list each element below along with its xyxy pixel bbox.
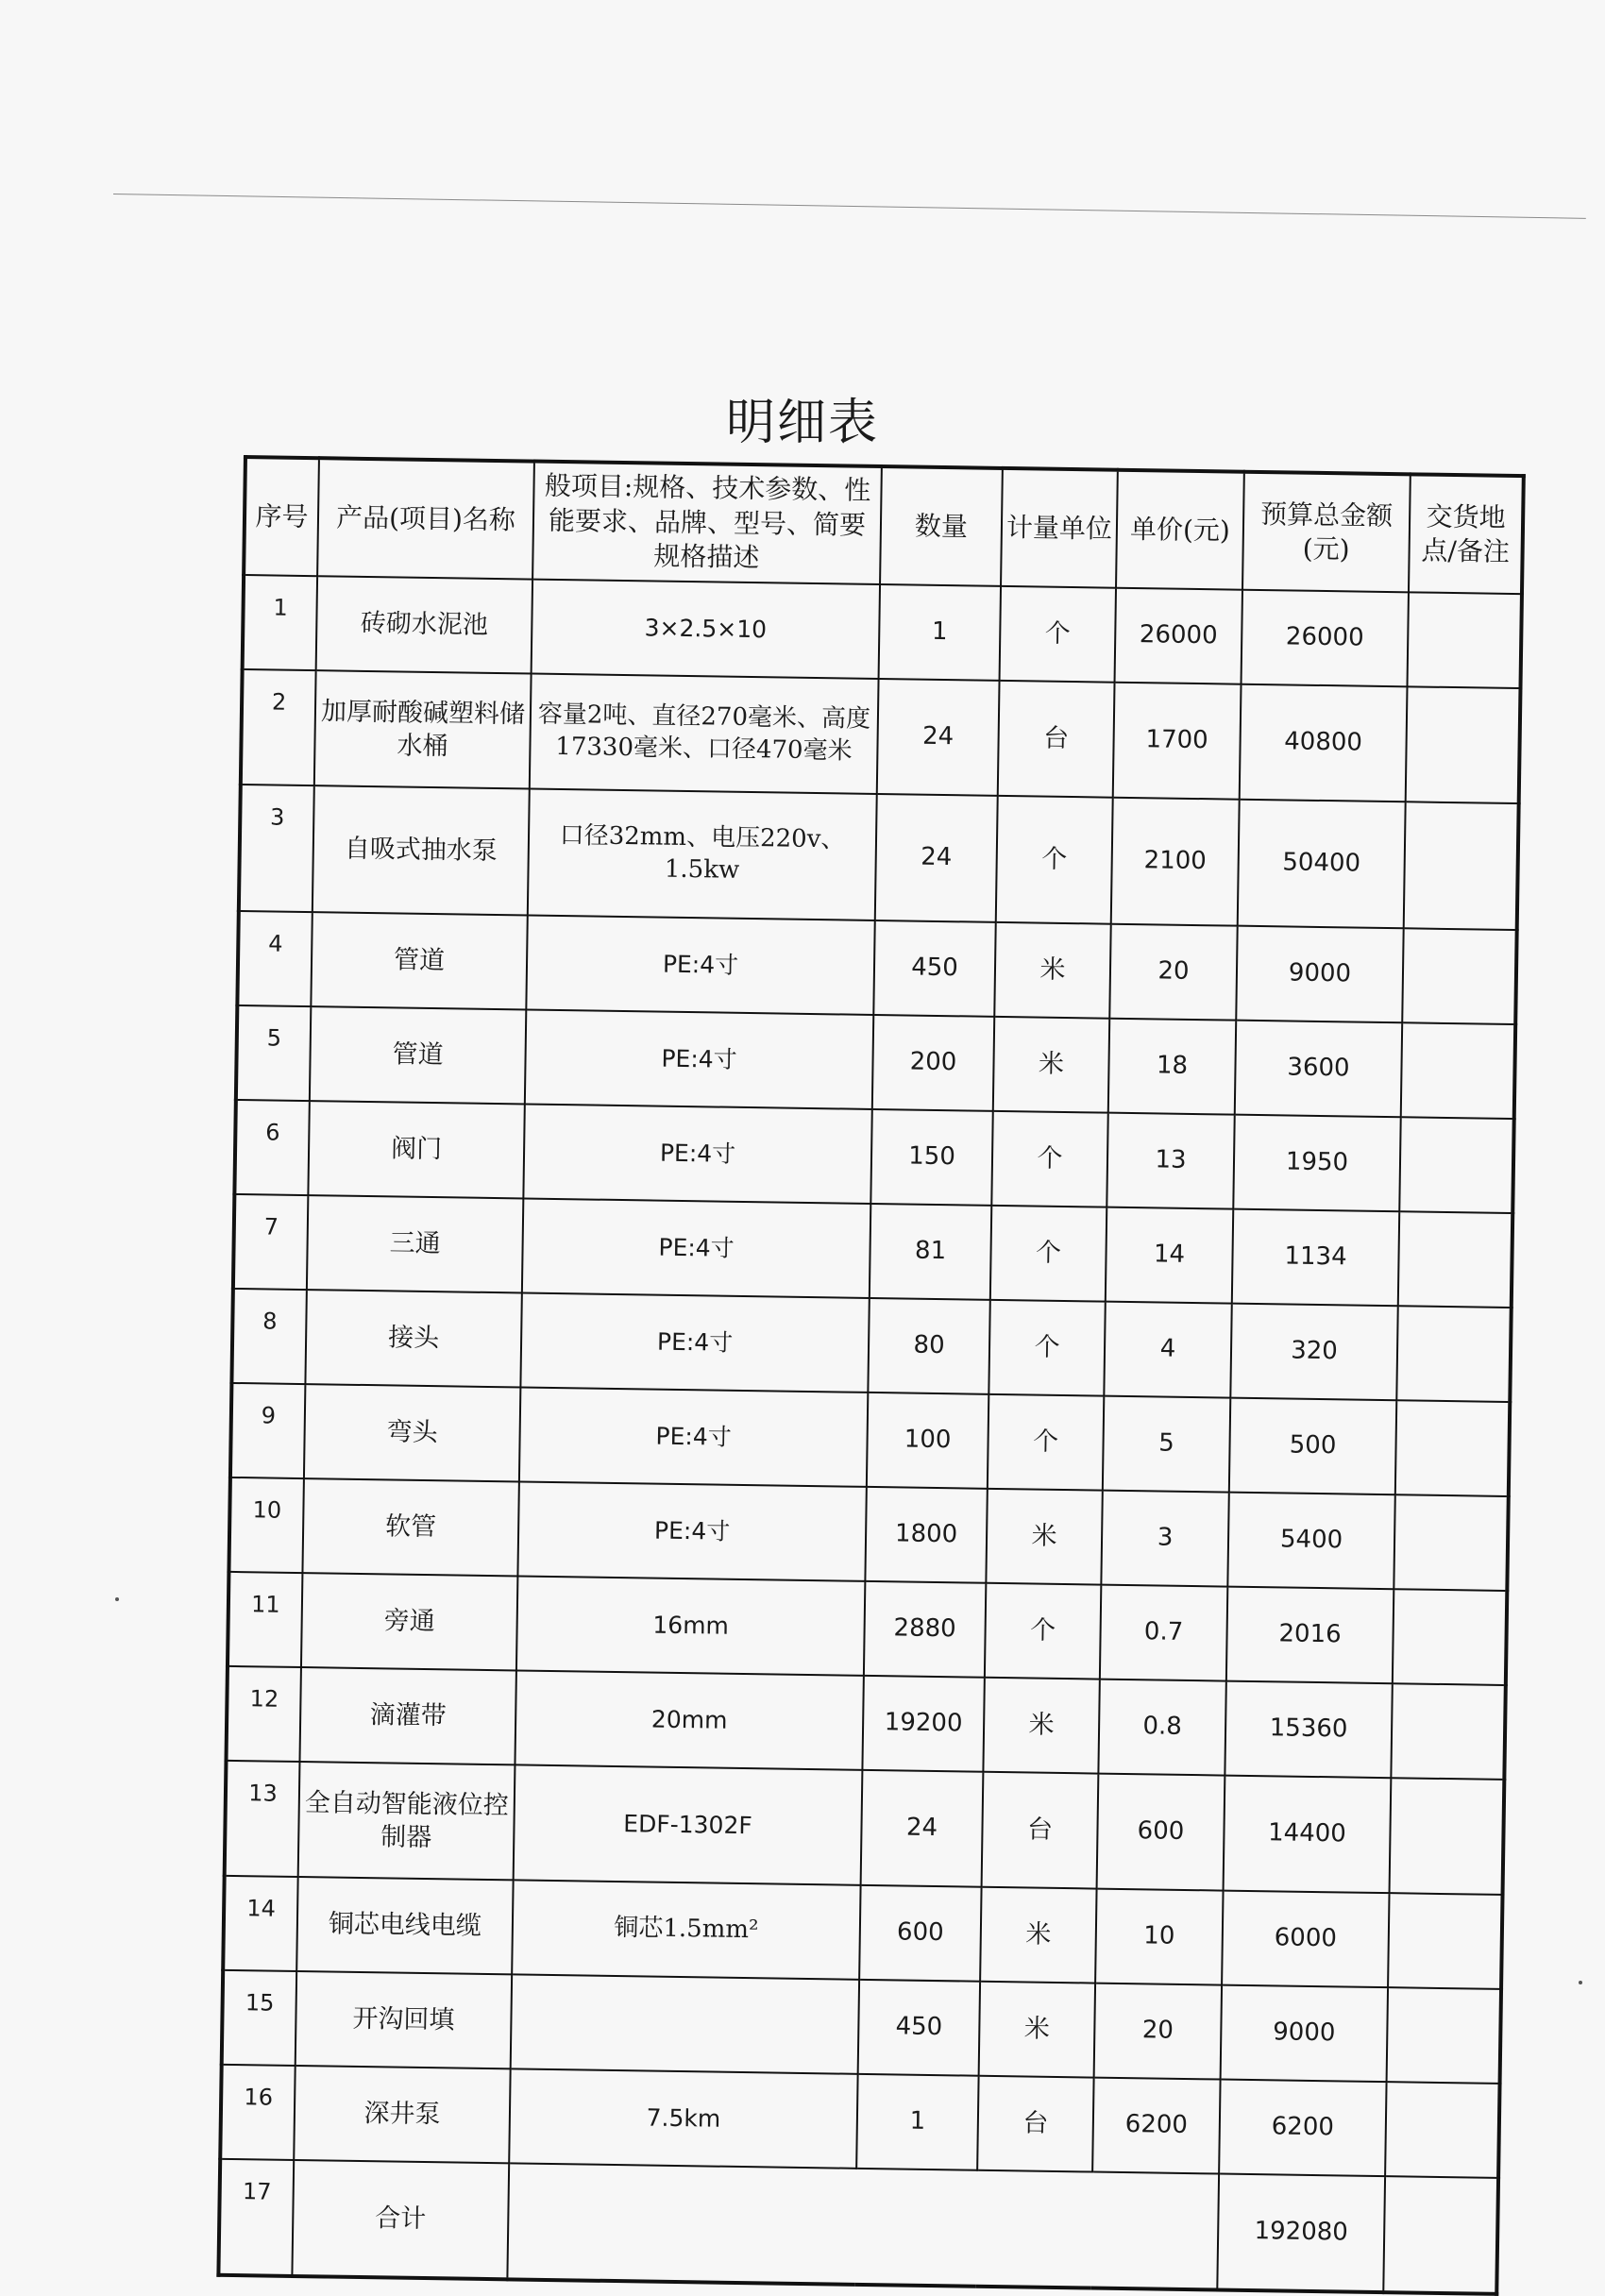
cell-seq: 5 — [236, 1005, 311, 1101]
cell-total: 2016 — [1226, 1587, 1394, 1684]
cell-price: 2100 — [1111, 798, 1240, 926]
cell-seq: 13 — [225, 1761, 300, 1877]
cell-spec: 20mm — [515, 1670, 863, 1769]
header-spec: 般项目:规格、技术参数、性能要求、品牌、型号、简要规格描述 — [532, 462, 882, 584]
cell-name: 接头 — [305, 1290, 521, 1387]
header-note: 交货地点/备注 — [1409, 474, 1524, 594]
cell-note — [1402, 928, 1516, 1024]
cell-qty: 600 — [859, 1885, 981, 1982]
cell-price: 3 — [1101, 1491, 1228, 1587]
cell-qty: 1 — [879, 584, 1001, 681]
cell-name: 阀门 — [308, 1101, 524, 1198]
cell-note — [1394, 1494, 1508, 1591]
cell-price: 1700 — [1113, 683, 1242, 800]
cell-qty: 100 — [867, 1393, 988, 1489]
cell-total: 1134 — [1232, 1209, 1399, 1307]
cell-price: 0.8 — [1098, 1680, 1225, 1776]
cell-note — [1385, 2082, 1499, 2178]
cell-unit: 台 — [982, 1772, 1099, 1889]
cell-qty: 24 — [875, 794, 998, 922]
total-row — [218, 2159, 1498, 2294]
header-unit: 计量单位 — [1001, 468, 1118, 588]
header-qty: 数量 — [880, 466, 1003, 586]
cell-unit: 个 — [991, 1111, 1107, 1207]
table-row — [241, 669, 1521, 803]
cell-qty: 80 — [868, 1298, 989, 1394]
cell-spec: PE:4寸 — [520, 1292, 869, 1392]
cell-name: 软管 — [302, 1478, 518, 1576]
cell-note — [1388, 1893, 1502, 1989]
cell-price: 0.7 — [1100, 1585, 1227, 1681]
cell-note — [1393, 1589, 1507, 1685]
cell-qty: 24 — [877, 679, 1000, 796]
cell-total: 1950 — [1233, 1115, 1400, 1212]
cell-total-label: 合计 — [292, 2160, 509, 2279]
cell-name: 砖砌水泥池 — [316, 576, 532, 673]
cell-note — [1395, 1400, 1510, 1496]
cell-unit: 个 — [988, 1300, 1105, 1396]
cell-spec: PE:4寸 — [525, 1010, 873, 1109]
cell-price: 10 — [1095, 1889, 1223, 1985]
cell-unit: 台 — [998, 681, 1115, 798]
cell-grand-total: 192080 — [1217, 2174, 1385, 2293]
cell-unit: 米 — [994, 922, 1110, 1019]
cell-seq: 3 — [239, 785, 314, 912]
cell-price: 14 — [1106, 1207, 1233, 1304]
cell-total: 9000 — [1236, 926, 1403, 1023]
cell-name: 自吸式抽水泵 — [313, 785, 530, 915]
cell-note — [1399, 1117, 1513, 1213]
cell-name: 加厚耐酸碱塑料储水桶 — [314, 670, 532, 788]
header-price: 单价(元) — [1116, 470, 1244, 590]
cell-note — [1401, 1022, 1515, 1119]
cell-seq: 11 — [228, 1572, 302, 1667]
cell-unit: 米 — [980, 1887, 1096, 1984]
cell-qty: 24 — [861, 1770, 984, 1887]
cell-unit: 米 — [986, 1489, 1102, 1585]
cell-seq: 17 — [218, 2159, 294, 2276]
cell-qty: 200 — [872, 1015, 994, 1111]
detail-table — [216, 455, 1525, 2296]
cell-total: 5400 — [1227, 1493, 1394, 1590]
cell-seq: 14 — [223, 1876, 297, 1971]
cell-total-blank — [507, 2163, 1219, 2289]
cell-total: 320 — [1230, 1304, 1397, 1401]
table-row — [225, 1761, 1505, 1895]
top-rule — [113, 194, 1586, 219]
cell-seq: 2 — [241, 669, 316, 785]
cell-seq: 7 — [233, 1194, 308, 1290]
cell-total: 6000 — [1222, 1891, 1389, 1988]
cell-qty: 450 — [858, 1980, 980, 2076]
cell-spec: PE:4寸 — [517, 1481, 866, 1580]
cell-note — [1396, 1306, 1511, 1402]
cell-unit: 个 — [988, 1394, 1104, 1491]
cell-seq: 1 — [243, 575, 317, 670]
cell-seq: 6 — [234, 1100, 309, 1195]
cell-qty: 450 — [873, 920, 995, 1017]
cell-total: 6200 — [1219, 2080, 1386, 2177]
cell-price: 13 — [1107, 1113, 1234, 1209]
cell-price: 4 — [1104, 1302, 1231, 1398]
cell-spec: 3×2.5×10 — [532, 580, 880, 679]
cell-note — [1406, 686, 1521, 803]
cell-unit: 米 — [983, 1678, 1099, 1774]
cell-qty: 19200 — [862, 1676, 984, 1772]
cell-name: 开沟回填 — [296, 1971, 512, 2068]
cell-spec: 铜芯1.5mm² — [512, 1880, 860, 1979]
cell-name: 管道 — [310, 1006, 526, 1104]
cell-total: 500 — [1229, 1398, 1396, 1495]
cell-price: 600 — [1097, 1774, 1225, 1891]
cell-spec: 16mm — [516, 1576, 865, 1675]
cell-unit: 个 — [990, 1206, 1107, 1302]
cell-unit: 台 — [977, 2076, 1093, 2172]
cell-total: 9000 — [1221, 1985, 1388, 2083]
cell-spec: EDF-1302F — [514, 1764, 863, 1884]
cell-seq: 9 — [230, 1383, 305, 1478]
scan-speck — [115, 1597, 119, 1601]
cell-price: 18 — [1108, 1019, 1236, 1115]
cell-qty: 1800 — [865, 1487, 987, 1583]
cell-qty: 81 — [870, 1204, 991, 1300]
cell-unit: 米 — [979, 1982, 1095, 2078]
cell-seq: 15 — [222, 1970, 296, 2066]
cell-spec: 7.5km — [509, 2068, 857, 2168]
cell-note — [1404, 802, 1519, 930]
cell-total: 50400 — [1238, 800, 1406, 929]
cell-note — [1390, 1778, 1505, 1895]
cell-price: 5 — [1103, 1396, 1230, 1493]
cell-name: 滴灌带 — [299, 1667, 515, 1764]
cell-price: 20 — [1109, 924, 1237, 1021]
cell-total: 14400 — [1224, 1776, 1392, 1894]
cell-name: 深井泵 — [294, 2066, 510, 2163]
cell-name: 旁通 — [301, 1573, 517, 1670]
cell-spec: 容量2吨、直径270毫米、高度17330毫米、口径470毫米 — [530, 674, 879, 794]
header-seq: 序号 — [244, 457, 319, 576]
header-name: 产品(项目)名称 — [317, 458, 534, 579]
header-row — [244, 457, 1524, 594]
cell-total: 15360 — [1225, 1681, 1392, 1779]
cell-name: 三通 — [307, 1195, 523, 1292]
cell-price: 26000 — [1115, 588, 1242, 684]
cell-spec: 口径32mm、电压220v、1.5kw — [528, 789, 877, 920]
cell-spec: PE:4寸 — [522, 1198, 870, 1297]
cell-seq: 12 — [226, 1666, 300, 1762]
cell-seq: 16 — [220, 2065, 295, 2160]
cell-qty: 1 — [856, 2074, 978, 2170]
cell-seq: 8 — [231, 1289, 306, 1384]
cell-name: 弯头 — [304, 1384, 520, 1481]
cell-price: 20 — [1094, 1984, 1222, 2080]
cell-note — [1407, 592, 1521, 688]
cell-spec: PE:4寸 — [526, 916, 874, 1015]
cell-note — [1383, 2176, 1498, 2294]
cell-spec: PE:4寸 — [523, 1104, 871, 1203]
cell-total: 40800 — [1240, 684, 1408, 802]
cell-name: 铜芯电线电缆 — [296, 1877, 513, 1974]
cell-unit: 个 — [1000, 586, 1116, 683]
cell-note — [1387, 1987, 1501, 2084]
cell-unit: 个 — [985, 1583, 1101, 1680]
detail-table-wrap — [216, 455, 1521, 2296]
cell-total: 3600 — [1235, 1021, 1402, 1118]
cell-seq: 10 — [228, 1477, 303, 1573]
cell-spec — [511, 1974, 859, 2073]
table-row — [239, 785, 1519, 930]
cell-seq: 4 — [237, 911, 312, 1006]
cell-qty: 150 — [870, 1109, 992, 1206]
cell-price: 6200 — [1092, 2078, 1220, 2174]
cell-spec: PE:4寸 — [519, 1387, 868, 1486]
cell-unit: 米 — [993, 1017, 1109, 1113]
scan-speck — [1579, 1981, 1582, 1984]
cell-name: 管道 — [311, 912, 527, 1009]
cell-qty: 2880 — [864, 1581, 986, 1678]
cell-total: 26000 — [1242, 590, 1409, 687]
cell-name: 全自动智能液位控制器 — [298, 1762, 515, 1880]
cell-unit: 个 — [996, 796, 1113, 924]
cell-note — [1391, 1683, 1505, 1780]
header-total: 预算总金额(元) — [1242, 472, 1411, 593]
cell-note — [1398, 1211, 1512, 1308]
page-title: 明细表 — [725, 395, 879, 451]
